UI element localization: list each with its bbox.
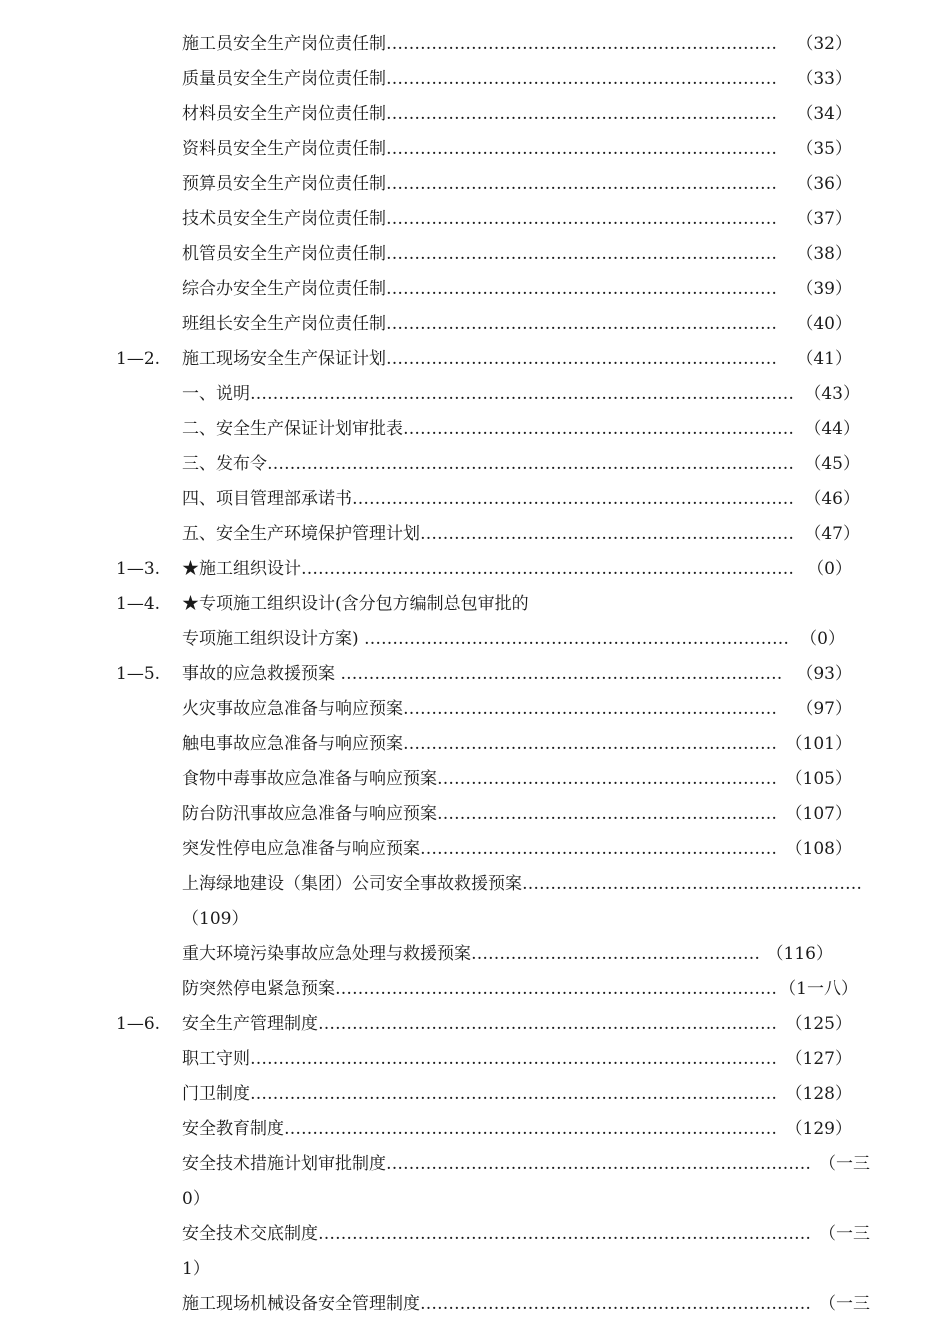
- toc-entry-text: 质量员安全生产岗位责任制: [182, 69, 386, 89]
- toc-page-number: （40）: [796, 314, 852, 334]
- toc-entry-text: 施工现场机械设备安全管理制度: [182, 1294, 420, 1314]
- toc-entry-title: [182, 797, 777, 832]
- toc-entry-title: [182, 412, 794, 447]
- toc-entry-title: [182, 237, 777, 272]
- toc-entry-text: 安全生产管理制度: [182, 1014, 318, 1034]
- toc-entry-text: 重大环境污染事故应急处理与救援预案: [182, 944, 471, 964]
- toc-entry-title: [182, 587, 529, 622]
- toc-section-number: 1—5.: [116, 664, 161, 684]
- toc-entry-title: [182, 342, 777, 377]
- toc-entry-title: [182, 517, 794, 552]
- toc-page-number: （45）: [804, 454, 860, 474]
- toc-entry-text: 一、说明: [182, 384, 250, 404]
- toc-entry[interactable]: [0, 727, 950, 762]
- toc-leader-dots: ……………………………………………………………: [386, 174, 777, 194]
- toc-page-number: （44）: [804, 419, 860, 439]
- toc-entry-text: ★专项施工组织设计(含分包方编制总包审批的: [182, 594, 529, 614]
- toc-entry-text: ★施工组织设计: [182, 559, 301, 579]
- toc-section-number: 1—4.: [116, 594, 161, 614]
- toc-entry-title: [182, 167, 777, 202]
- toc-leader-dots: ……………………………………………………………………………: [301, 559, 794, 579]
- toc-leader-dots: ……………………………………………………………: [386, 209, 777, 229]
- toc-entry-title: [182, 552, 794, 587]
- toc-page-number: （37）: [796, 209, 852, 229]
- toc-section-number: 1—6.: [116, 1014, 161, 1034]
- toc-leader-dots: …………………………………………………………………………………: [250, 1049, 777, 1069]
- toc-entry-text: 预算员安全生产岗位责任制: [182, 174, 386, 194]
- toc-entry-text: 触电事故应急准备与响应预案: [182, 734, 403, 754]
- toc-leader-dots: ……………………………………………………………: [386, 279, 777, 299]
- toc-entry[interactable]: [0, 482, 950, 517]
- toc-entry-title: [182, 482, 794, 517]
- toc-page-number: （128）: [785, 1084, 852, 1104]
- toc-entry[interactable]: [0, 307, 950, 342]
- toc-page-number: （105）: [785, 769, 852, 789]
- toc-entry-text: 施工员安全生产岗位责任制: [182, 34, 386, 54]
- toc-entry[interactable]: [0, 132, 950, 167]
- toc-page-number: （43）: [804, 384, 860, 404]
- toc-entry[interactable]: [0, 1182, 950, 1217]
- toc-entry-text: 1）: [182, 1259, 210, 1279]
- toc-entry[interactable]: [0, 202, 950, 237]
- toc-entry-text: 技术员安全生产岗位责任制: [182, 209, 386, 229]
- toc-entry-title: [182, 902, 248, 937]
- toc-leader-dots: …………………………………………………………: [403, 734, 777, 754]
- toc-entry[interactable]: [0, 272, 950, 307]
- toc-leader-dots: …………………………………………………………………: [386, 1154, 811, 1174]
- toc-entry[interactable]: [0, 377, 950, 412]
- toc-entry-text: 资料员安全生产岗位责任制: [182, 139, 386, 159]
- toc-entry-text: 安全技术交底制度: [182, 1224, 318, 1244]
- toc-entry[interactable]: [0, 167, 950, 202]
- toc-page-number: （38）: [796, 244, 852, 264]
- toc-leader-dots: ……………………………………………………: [522, 874, 862, 894]
- toc-entry-text: 安全技术措施计划审批制度: [182, 1154, 386, 1174]
- toc-leader-dots: ……………………………………………………………: [386, 104, 777, 124]
- toc-entry-title: [182, 272, 777, 307]
- toc-leader-dots: ……………………………………………………………: [386, 314, 777, 334]
- toc-page-number: （129）: [785, 1119, 852, 1139]
- toc-entry[interactable]: [0, 62, 950, 97]
- toc-entry-text: 专项施工组织设计方案): [182, 629, 365, 649]
- toc-entry[interactable]: [0, 762, 950, 797]
- toc-leader-dots: ……………………………………………………: [437, 804, 777, 824]
- toc-leader-dots: ……………………………………………………………: [386, 139, 777, 159]
- toc-page-number: （一三: [819, 1294, 870, 1314]
- toc-entry[interactable]: [0, 867, 950, 902]
- toc-entry-title: [182, 1147, 811, 1182]
- toc-leader-dots: ……………………………………………………: [437, 769, 777, 789]
- toc-leader-dots: ……………………………………………………………………………: [284, 1119, 777, 1139]
- toc-page-number: （一三: [819, 1154, 870, 1174]
- toc-entry-text: 事故的应急救援预案: [182, 664, 341, 684]
- toc-entry-text: 机管员安全生产岗位责任制: [182, 244, 386, 264]
- toc-entry-title: [182, 97, 777, 132]
- toc-leader-dots: ……………………………………………………………: [386, 349, 777, 369]
- toc-leader-dots: …………………………………………………………: [420, 524, 794, 544]
- toc-entry[interactable]: [0, 517, 950, 552]
- toc-page-number: （33）: [796, 69, 852, 89]
- toc-leader-dots: …………………………………………………………………: [364, 629, 790, 649]
- toc-page: [0, 27, 950, 1322]
- toc-page-number: （一三: [819, 1224, 870, 1244]
- toc-page-number: （127）: [785, 1049, 852, 1069]
- toc-page-number: （47）: [804, 524, 860, 544]
- toc-entry[interactable]: [0, 587, 950, 622]
- toc-entry-text: （109）: [182, 909, 249, 929]
- toc-entry-text: 三、发布令: [182, 454, 267, 474]
- toc-leader-dots: ……………………………………………………………………………………: [250, 384, 794, 404]
- toc-entry[interactable]: [0, 972, 950, 1007]
- toc-entry-text: 安全教育制度: [182, 1119, 284, 1139]
- toc-entry[interactable]: [0, 797, 950, 832]
- toc-entry-text: 二、安全生产保证计划审批表: [182, 419, 403, 439]
- toc-entry-text: 班组长安全生产岗位责任制: [182, 314, 386, 334]
- toc-entry-title: [182, 202, 777, 237]
- toc-leader-dots: ……………………………………………………………: [386, 244, 777, 264]
- toc-leader-dots: …………………………………………………………………………………: [267, 454, 794, 474]
- toc-leader-dots: ……………………………………………………………………: [352, 489, 794, 509]
- toc-page-number: （32）: [796, 34, 852, 54]
- toc-section-number: 1—2.: [116, 349, 161, 369]
- toc-entry[interactable]: [0, 1252, 950, 1287]
- toc-page-number: （46）: [804, 489, 860, 509]
- toc-entry-title: [182, 622, 789, 657]
- toc-page-number: （41）: [796, 349, 852, 369]
- toc-entry-text: 施工现场安全生产保证计划: [182, 349, 386, 369]
- toc-page-number: （116）: [766, 944, 833, 964]
- toc-entry-title: [182, 1252, 210, 1287]
- toc-entry[interactable]: [0, 1287, 950, 1322]
- toc-page-number: （1一八）: [779, 979, 858, 999]
- toc-entry-text: 综合办安全生产岗位责任制: [182, 279, 386, 299]
- toc-entry-text: 食物中毒事故应急准备与响应预案: [182, 769, 437, 789]
- toc-entry-title: [182, 1077, 777, 1112]
- toc-page-number: （108）: [785, 839, 852, 859]
- toc-entry[interactable]: [0, 832, 950, 867]
- toc-entry[interactable]: [0, 342, 950, 377]
- toc-entry-title: [182, 62, 777, 97]
- toc-leader-dots: ……………………………………………………………………: [335, 979, 777, 999]
- toc-entry[interactable]: [0, 657, 950, 692]
- toc-page-number: （0）: [807, 559, 852, 579]
- toc-entry[interactable]: [0, 237, 950, 272]
- toc-entry-text: 四、项目管理部承诺书: [182, 489, 352, 509]
- toc-entry[interactable]: [0, 27, 950, 62]
- toc-entry-title: [182, 832, 777, 867]
- toc-leader-dots: ……………………………………………………………: [403, 419, 794, 439]
- toc-entry-title: [182, 867, 862, 902]
- toc-entry-text: 0）: [182, 1189, 210, 1209]
- toc-leader-dots: ……………………………………………………………: [386, 34, 777, 54]
- toc-page-number: （97）: [796, 699, 852, 719]
- toc-leader-dots: ……………………………………………………………: [420, 1294, 811, 1314]
- toc-entry-title: [182, 727, 777, 762]
- toc-section-number: 1—3.: [116, 559, 161, 579]
- toc-entry-title: [182, 27, 777, 62]
- toc-entry[interactable]: [0, 412, 950, 447]
- toc-entry-title: [182, 377, 794, 412]
- toc-entry[interactable]: [0, 1217, 950, 1252]
- toc-leader-dots: ……………………………………………………………………………: [318, 1224, 811, 1244]
- toc-entry-title: [182, 1112, 777, 1147]
- toc-page-number: （101）: [785, 734, 852, 754]
- toc-entry[interactable]: [0, 692, 950, 727]
- toc-entry-title: [182, 1287, 811, 1322]
- toc-entry-title: [182, 1182, 210, 1217]
- toc-leader-dots: …………………………………………………………………………………: [250, 1084, 777, 1104]
- toc-entry-title: [182, 1007, 777, 1042]
- toc-entry[interactable]: [0, 97, 950, 132]
- toc-entry[interactable]: [0, 622, 950, 657]
- toc-entry[interactable]: [0, 937, 950, 972]
- toc-page-number: （36）: [796, 174, 852, 194]
- toc-entry-title: [182, 972, 777, 1007]
- toc-entry-text: 火灾事故应急准备与响应预案: [182, 699, 403, 719]
- toc-entry[interactable]: [0, 1007, 950, 1042]
- toc-page-number: （107）: [785, 804, 852, 824]
- toc-page-number: （34）: [796, 104, 852, 124]
- toc-page-number: （35）: [796, 139, 852, 159]
- toc-entry[interactable]: [0, 447, 950, 482]
- toc-entry-title: [182, 1042, 777, 1077]
- toc-entry-text: 门卫制度: [182, 1084, 250, 1104]
- toc-leader-dots: ………………………………………………………: [420, 839, 777, 859]
- toc-entry-text: 材料员安全生产岗位责任制: [182, 104, 386, 124]
- toc-entry[interactable]: [0, 552, 950, 587]
- toc-entry-text: 防台防汛事故应急准备与响应预案: [182, 804, 437, 824]
- toc-leader-dots: ……………………………………………………………: [386, 69, 777, 89]
- toc-page-number: （125）: [785, 1014, 852, 1034]
- toc-entry-title: [182, 307, 777, 342]
- toc-entry[interactable]: [0, 1112, 950, 1147]
- toc-entry-text: 突发性停电应急准备与响应预案: [182, 839, 420, 859]
- toc-entry-title: [182, 937, 760, 972]
- toc-leader-dots: ……………………………………………: [471, 944, 760, 964]
- toc-entry[interactable]: [0, 1077, 950, 1112]
- toc-page-number: （93）: [796, 664, 852, 684]
- toc-entry-title: [182, 132, 777, 167]
- toc-entry-text: 防突然停电紧急预案: [182, 979, 335, 999]
- toc-entry-title: [182, 1217, 811, 1252]
- toc-entry-title: [182, 692, 777, 727]
- toc-entry[interactable]: [0, 1147, 950, 1182]
- toc-entry-text: 五、安全生产环境保护管理计划: [182, 524, 420, 544]
- toc-page-number: （39）: [796, 279, 852, 299]
- toc-leader-dots: ………………………………………………………………………: [318, 1014, 777, 1034]
- toc-leader-dots: …………………………………………………………: [403, 699, 777, 719]
- toc-leader-dots: ……………………………………………………………………: [340, 664, 783, 684]
- toc-entry[interactable]: [0, 902, 950, 937]
- toc-entry-title: [182, 762, 777, 797]
- toc-entry[interactable]: [0, 1042, 950, 1077]
- toc-page-number: （0）: [800, 629, 845, 649]
- toc-entry-title: [182, 447, 794, 482]
- toc-entry-text: 职工守则: [182, 1049, 250, 1069]
- toc-entry-text: 上海绿地建设（集团）公司安全事故救援预案: [182, 874, 522, 894]
- toc-entry-title: [182, 657, 782, 692]
